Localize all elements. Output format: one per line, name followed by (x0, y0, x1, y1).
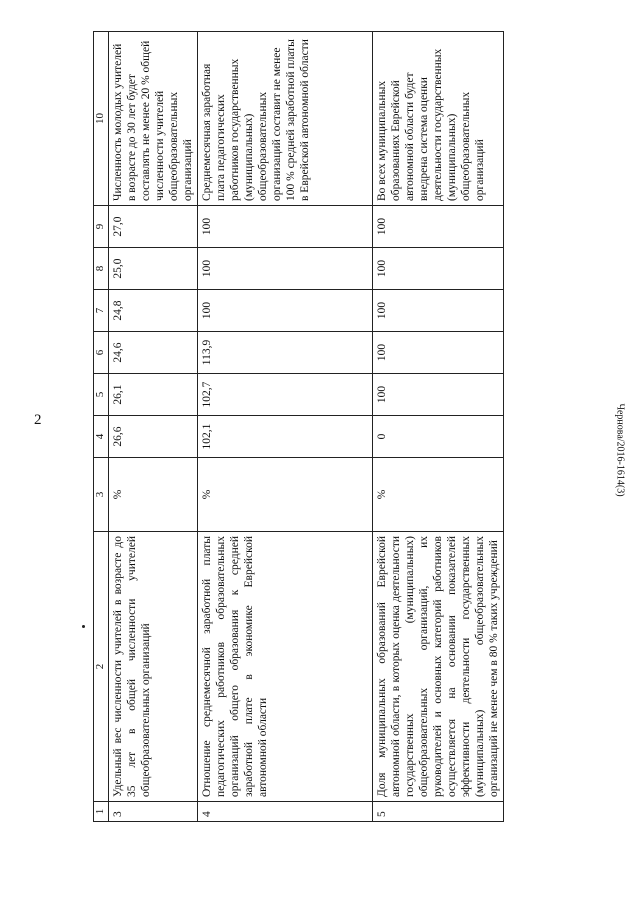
value-cell: 100 (373, 206, 504, 248)
value-cell: 100 (198, 248, 373, 290)
rotated-table-area (93, 32, 501, 822)
table-row (198, 32, 373, 822)
unit-cell: % (109, 458, 198, 532)
unit-cell: % (373, 458, 504, 532)
value-cell: 100 (373, 290, 504, 332)
row-number: 3 (109, 802, 198, 822)
column-header: 2 (94, 532, 109, 802)
page-number: 2 (34, 412, 42, 428)
value-cell: 100 (198, 290, 373, 332)
column-header: 3 (94, 458, 109, 532)
column-header: 4 (94, 416, 109, 458)
value-cell: 102,7 (198, 374, 373, 416)
expected-result: Среднемесячная заработная плата педагогических работников государственных (муниципальных) общеобразовательных организаций составит не менее 100 % средней заработной платы в Еврейской автономной области (198, 32, 373, 206)
expected-result: Численность молодых учителей в возрасте до 30 лет будет составлять не менее 20 % общей численности учителей общеобразовательных организаций (109, 32, 198, 206)
unit-cell: % (198, 458, 373, 532)
column-header: 1 (94, 802, 109, 822)
indicator-name: Доля муниципальных образований Еврейской автономной области, в которых оценка деятельности государственных (муниципальных) общеобразовательных организаций, их руководителей и основных категорий работников осуществляется на основании показателей эффективности деятельности государственных (муниципальных) общеобразовательных организаций не менее чем в 80 % таких учреждений (373, 532, 504, 802)
indicator-name: Удельный вес численности учителей в возрасте до 35 лет в общей численности учителей общеобразовательных организаций (109, 532, 198, 802)
document-reference: Чернова/2016-1614(3) (614, 403, 626, 497)
value-cell: 24,6 (109, 332, 198, 374)
value-cell: 0 (373, 416, 504, 458)
value-cell: 100 (373, 248, 504, 290)
table-header-row (94, 32, 109, 822)
value-cell: 26,6 (109, 416, 198, 458)
value-cell: 24,8 (109, 290, 198, 332)
column-header: 6 (94, 332, 109, 374)
row-number: 5 (373, 802, 504, 822)
column-header: 5 (94, 374, 109, 416)
value-cell: 26,1 (109, 374, 198, 416)
table-row (109, 32, 198, 822)
column-header: 7 (94, 290, 109, 332)
value-cell: 25,0 (109, 248, 198, 290)
column-header: 10 (94, 32, 109, 206)
value-cell: 27,0 (109, 206, 198, 248)
value-cell: 100 (198, 206, 373, 248)
value-cell: 102,1 (198, 416, 373, 458)
indicator-name: Отношение среднемесячной заработной платы педагогических работников образовательных организаций общего образования к средней заработной плате в экономике Еврейской автономной области (198, 532, 373, 802)
table-row (373, 32, 504, 822)
value-cell: 100 (373, 374, 504, 416)
value-cell: 113,9 (198, 332, 373, 374)
expected-result: Во всех муниципальных образованиях Еврейской автономной области будет внедрена система оценки деятельности государственных (муниципальных) общеобразовательных организаций (373, 32, 504, 206)
row-number: 4 (198, 802, 373, 822)
value-cell: 100 (373, 332, 504, 374)
indicators-table (93, 31, 504, 822)
column-header: 9 (94, 206, 109, 248)
stray-mark (82, 625, 85, 628)
column-header: 8 (94, 248, 109, 290)
